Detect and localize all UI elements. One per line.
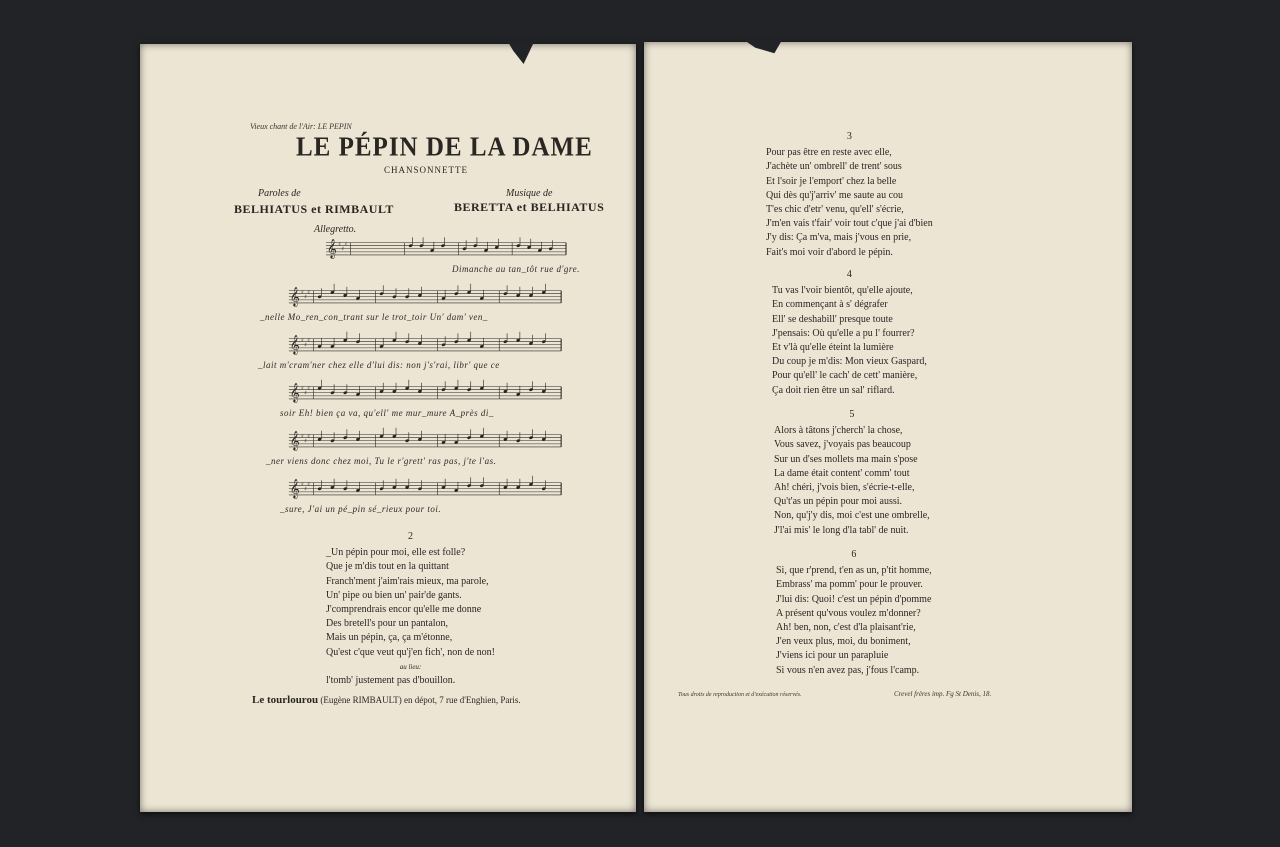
verse-number: 2 — [407, 531, 413, 542]
left-page — [140, 44, 636, 812]
verse-line: Fait's moi voir d'abord le pépin. — [766, 246, 893, 258]
song-title: LE PÉPIN DE LA DAME — [296, 132, 593, 163]
treble-clef-icon: 𝄞 — [326, 238, 337, 259]
verse-number: 6 — [851, 549, 857, 560]
staff-notation — [248, 382, 602, 402]
verse-line: Si vous n'en avez pas, j'fous l'camp. — [776, 664, 920, 676]
music-staff — [248, 478, 602, 498]
verse-line: Franch'ment j'aim'rais mieux, ma parole, — [326, 575, 489, 587]
verse-line: l'tomb' justement pas d'bouillon. — [326, 675, 456, 687]
verse-line: La dame était content' comm' tout — [774, 467, 910, 479]
sharp-icon: ♯ — [338, 241, 341, 248]
music-staff — [248, 286, 602, 306]
music-staff — [290, 238, 602, 258]
song-subtitle: CHANSONNETTE — [384, 165, 468, 175]
staff-notation — [248, 286, 602, 306]
verse-line: A présent qu'vous voulez m'donner? — [776, 607, 921, 619]
verse-line: Qui dès qu'j'arriv' me saute au cou — [766, 189, 904, 201]
treble-clef-icon: 𝄞 — [289, 334, 300, 355]
verse-line: J'comprendrais encor qu'elle me donne — [326, 604, 482, 616]
verse-line: J'pensais: Où qu'elle a pu l' fourrer? — [772, 327, 915, 339]
sharp-icon: ♯ — [307, 289, 310, 296]
verse-line: T'es chic d'etr' venu, qu'ell' s'écrie, — [766, 204, 904, 216]
lyric-line: soir Eh! bien ça va, qu'ell' me mur_mure A_près di_ — [280, 408, 494, 418]
verse-6 — [776, 548, 932, 678]
treble-clef-icon: 𝄞 — [289, 478, 300, 499]
verse-4 — [772, 268, 927, 398]
music-staff — [248, 430, 602, 450]
verse-line: J'viens ici pour un parapluie — [776, 650, 889, 662]
verse-line: J'lui dis: Quoi! c'est un pépin d'pomme — [776, 593, 932, 605]
musique-label: Musique de — [506, 188, 553, 199]
verse-line: Ça doit rien être un sal' riflard. — [772, 384, 895, 396]
treble-clef-icon: 𝄞 — [289, 286, 300, 307]
publisher-address: (Eugène RIMBAULT) en dépot, 7 rue d'Enghien, Paris. — [320, 695, 521, 705]
verse-line: Vous savez, j'voyais pas beaucoup — [774, 439, 911, 451]
paper-tear — [744, 40, 782, 62]
verse-line: Si, que r'prend, t'en as un, p'tit homme, — [776, 565, 932, 577]
verse-line: Des bretell's pour un pantalon, — [326, 618, 449, 630]
musique-names: BERETTA et BELHIATUS — [454, 200, 605, 214]
staff-notation — [290, 238, 602, 258]
rights-notice: Tous droits de reproduction et d'exécution réservés. — [678, 692, 802, 698]
verse-line: Ah! chéri, j'vois bien, s'écrie-t-elle, — [774, 482, 915, 494]
sharp-icon: ♯ — [304, 390, 307, 397]
verse-line: Et v'là qu'elle éteint la lumière — [772, 342, 894, 354]
verse-line: Ah! ben, non, c'est d'la plaisant'rie, — [776, 622, 916, 634]
verse-line: J'l'ai mis' le long d'la tabl' de nuit. — [774, 524, 909, 536]
sharp-icon: ♯ — [307, 433, 310, 440]
sharp-icon: ♯ — [341, 246, 344, 253]
sharp-icon: ♯ — [301, 481, 304, 488]
sharp-icon: ♯ — [344, 241, 348, 248]
staff-notation — [248, 430, 602, 450]
sharp-icon: ♯ — [304, 486, 307, 493]
music-staff — [248, 382, 602, 402]
sharp-icon: ♯ — [307, 481, 310, 488]
publisher-footer — [252, 694, 521, 706]
sharp-icon: ♯ — [301, 337, 304, 344]
verse-number: 4 — [846, 269, 852, 280]
sharp-icon: ♯ — [304, 342, 307, 349]
verse-number: 5 — [849, 409, 855, 420]
air-line: Vieux chant de l'Air: LE PEPIN — [250, 122, 352, 131]
verse-5 — [774, 408, 930, 538]
verse-line: Alors à tâtons j'cherch' la chose, — [774, 425, 903, 437]
staff-notation — [248, 478, 602, 498]
refrain-label: au lieu: — [399, 662, 422, 671]
sharp-icon: ♯ — [301, 289, 304, 296]
sharp-icon: ♯ — [304, 438, 307, 445]
verse-line: Pour pas être en reste avec elle, — [766, 147, 892, 159]
treble-clef-icon: 𝄞 — [289, 382, 300, 403]
verse-number: 3 — [846, 131, 852, 142]
verse-line: J'm'en vais t'fair' voir tout c'que j'ai d'bien — [766, 218, 933, 230]
verse-line: J'achète un' ombrell' de trent' sous — [766, 161, 902, 173]
tempo-marking: Allegretto. — [314, 224, 357, 235]
verse-3 — [766, 130, 933, 260]
verse-2 — [326, 530, 495, 688]
treble-clef-icon: 𝄞 — [289, 430, 300, 451]
verse-line: Sur un d'ses mollets ma main s'pose — [774, 453, 918, 465]
paroles-label: Paroles de — [258, 188, 301, 199]
verse-line: En commençant à s' dégrafer — [772, 299, 888, 311]
sharp-icon: ♯ — [301, 433, 304, 440]
verse-line: J'y dis: Ça m'va, mais j'vous en prie, — [766, 232, 912, 244]
verse-line: Non, qu'j'y dis, moi c'est une ombrelle, — [774, 510, 930, 522]
sharp-icon: ♯ — [304, 294, 307, 301]
lyric-line: _lait m'cram'ner chez elle d'lui dis: non j's'rai, libr' que ce — [258, 360, 500, 370]
staff-notation — [248, 334, 602, 354]
verse-line: Qu't'as un pépin pour moi aussi. — [774, 496, 903, 508]
verse-line: Mais un pépin, ça, ça m'étonne, — [326, 632, 453, 644]
verse-line: _Un pépin pour moi, elle est folle? — [326, 547, 466, 559]
sharp-icon: ♯ — [307, 385, 310, 392]
verse-line: Un' pipe ou bien un' pair'de gants. — [326, 589, 462, 601]
verse-line: J'en veux plus, moi, du boniment, — [776, 636, 911, 648]
lyric-line: Dimanche au tan_tôt rue d'gre. — [452, 264, 580, 274]
lyric-line: _nelle Mo_ren_con_trant sur le trot_toir Un' dam' ven_ — [260, 312, 488, 322]
verse-line: Embrass' ma pomm' pour le prouver. — [776, 579, 923, 591]
verse-line: Et l'soir je l'emport' chez la belle — [766, 175, 897, 187]
right-page — [644, 42, 1132, 812]
paroles-names: BELHIATUS et RIMBAULT — [234, 202, 394, 216]
verse-line: Pour qu'ell' le cach' de cett' manière, — [772, 370, 918, 382]
paper-tear — [508, 42, 534, 64]
sharp-icon: ♯ — [307, 337, 310, 344]
publisher-name: Le tourlourou — [252, 694, 319, 706]
verse-line: Qu'est c'que veut qu'j'en fich', non de non! — [326, 646, 495, 658]
lyric-line: _ner viens donc chez moi, Tu le r'grett' ras pas, j'te l'as. — [266, 456, 497, 466]
verse-line: Du coup je m'dis: Mon vieux Gaspard, — [772, 356, 927, 368]
music-staff — [248, 334, 602, 354]
verse-line: Ell' se deshabill' presque toute — [772, 313, 893, 325]
verse-line: Tu vas l'voir bientôt, qu'elle ajoute, — [772, 285, 913, 297]
lyric-line: _sure, J'ai un pé_pin sé_rieux pour toi. — [280, 504, 442, 514]
verse-line: Que je m'dis tout en la quittant — [326, 561, 449, 573]
printer-notice: Crevel frères imp. Fg St Denis, 18. — [894, 690, 992, 698]
sharp-icon: ♯ — [301, 385, 304, 392]
